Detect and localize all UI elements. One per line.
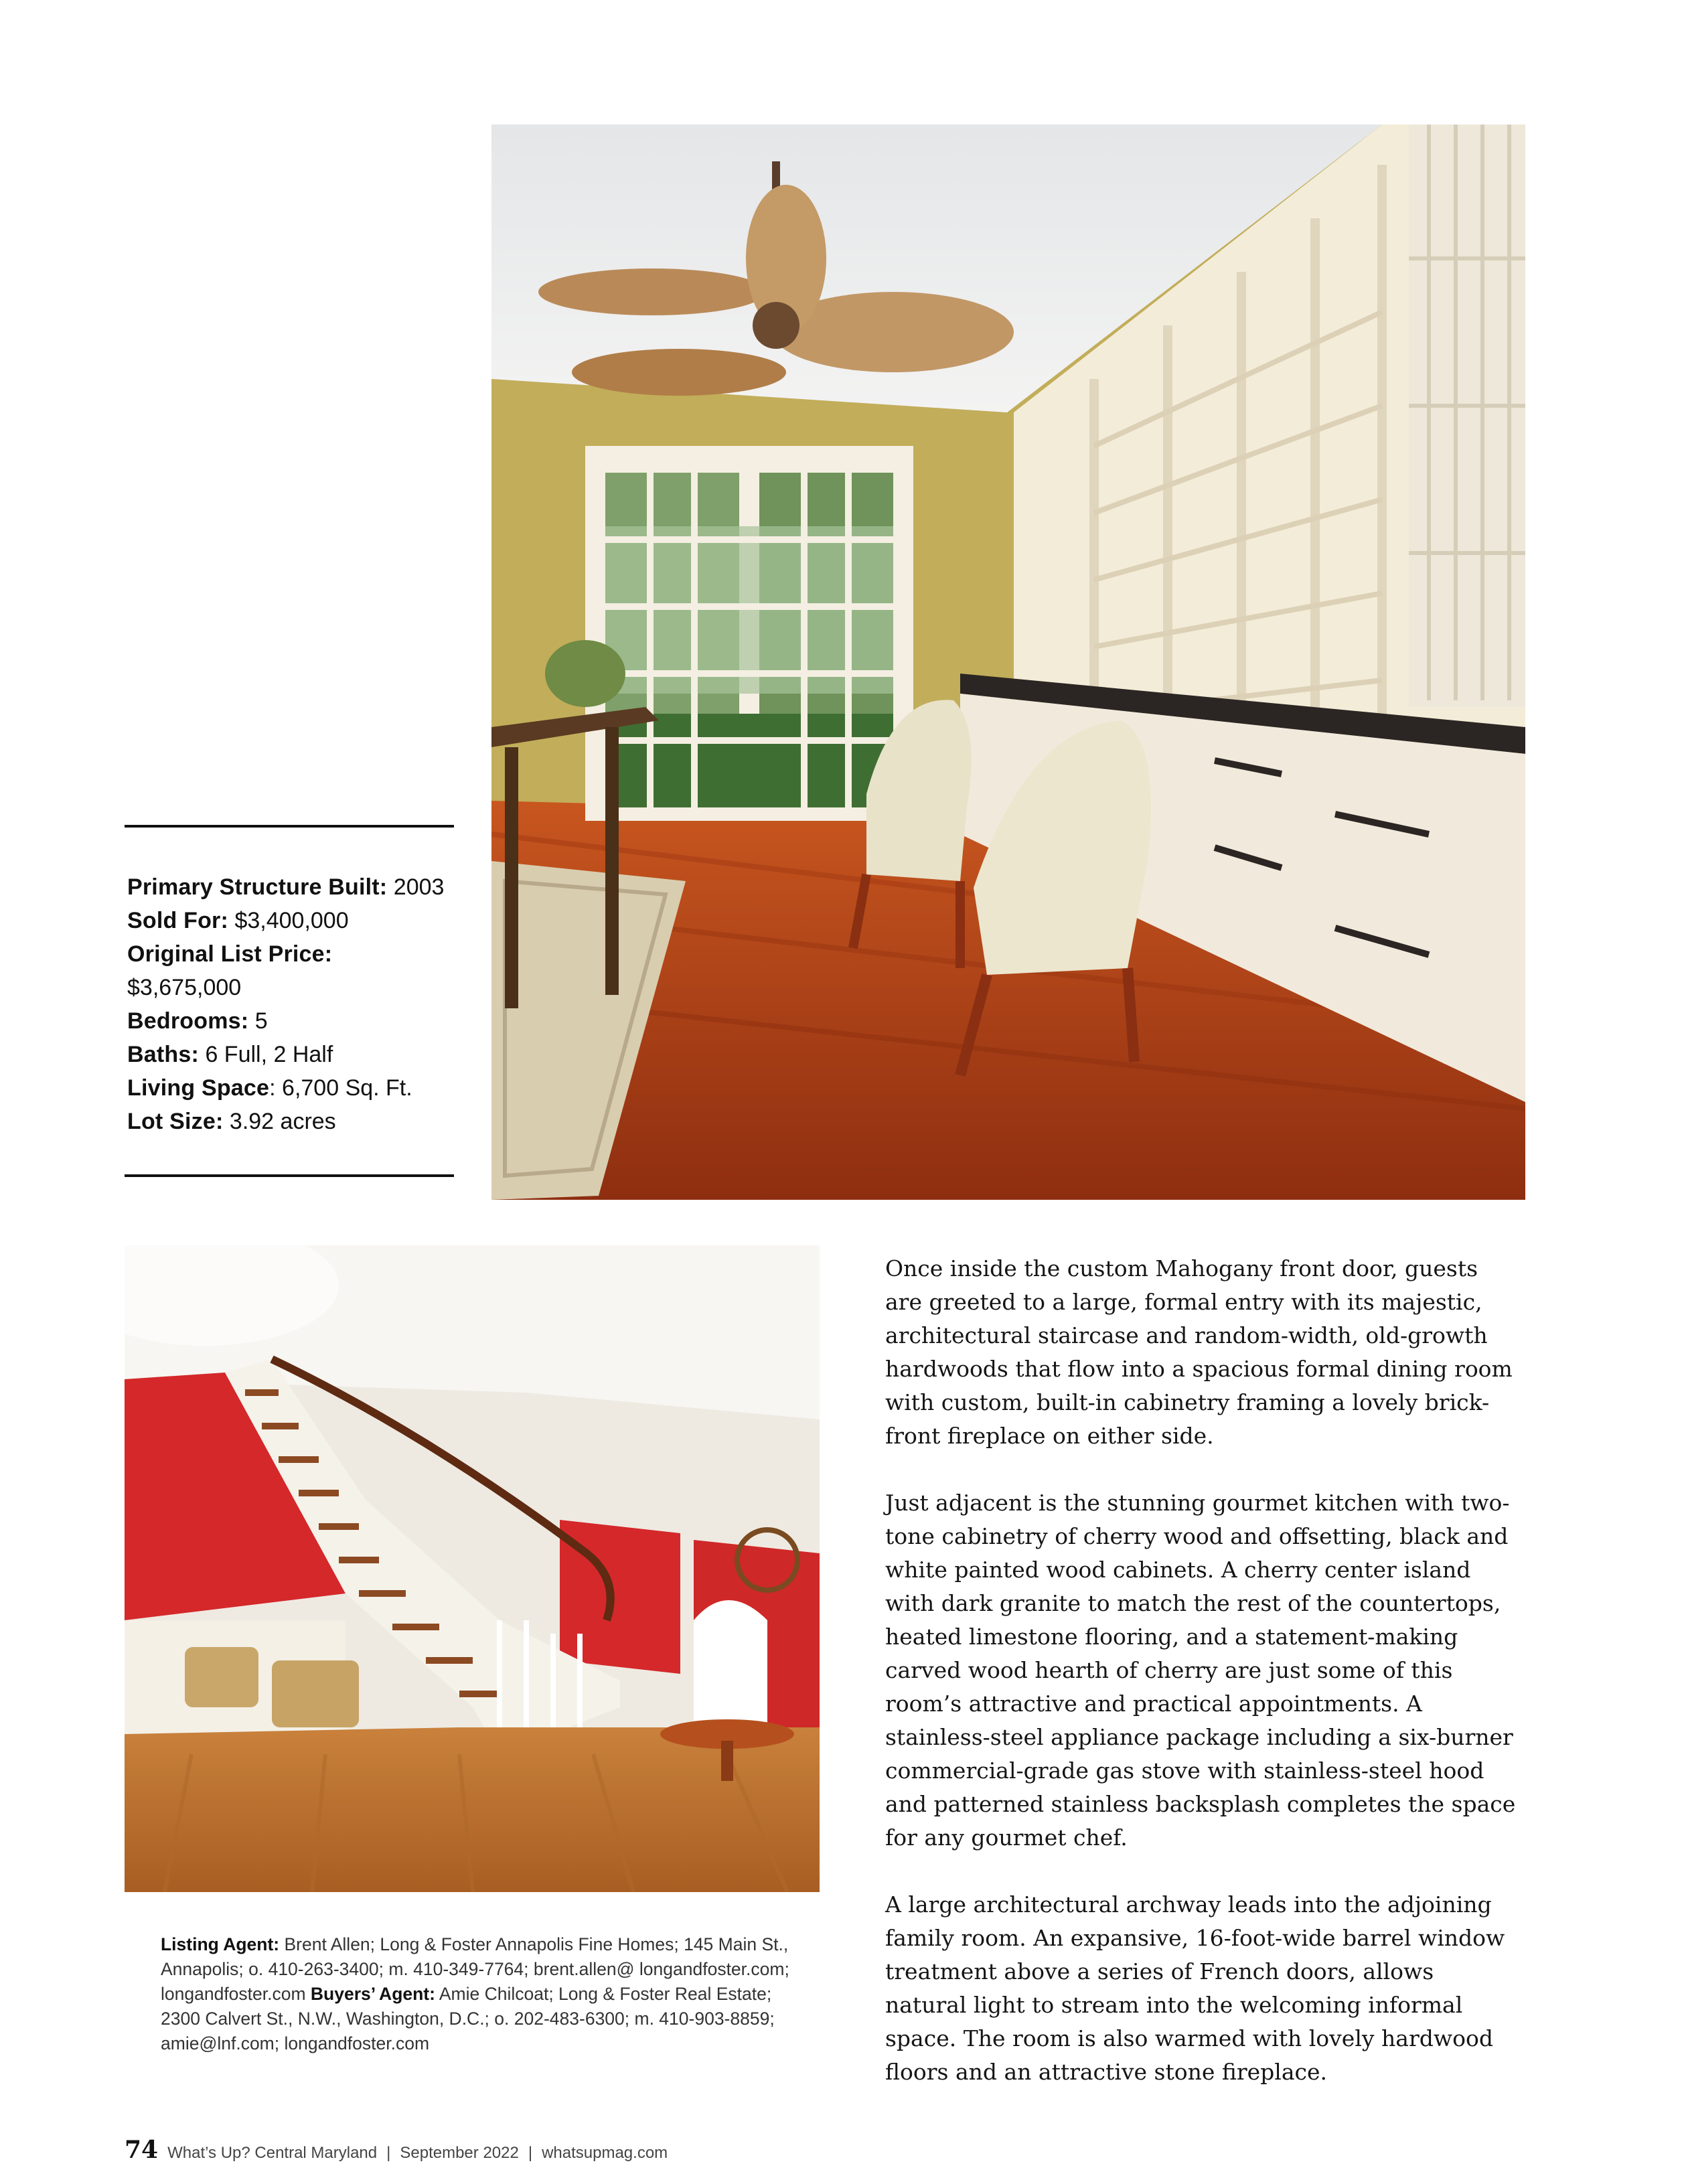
fact-baths: Baths: 6 Full, 2 Half <box>127 1042 333 1067</box>
article-paragraph: Once inside the custom Mahogany front door, guests are greeted to a large, formal entry with its majestic, architectural staircase and random-width, old-growth hardwoods that flow into a spacious formal dining room with custom, built-in cabinetry framing a lovely brick-front fireplace on either side. <box>885 1255 1513 1449</box>
facts-bottom-rule <box>125 1174 454 1177</box>
page-footer <box>125 2136 668 2169</box>
footer-separator: | <box>528 2144 533 2162</box>
listing-agent-label: Listing Agent: <box>161 1934 280 1954</box>
buyers-agent-text: Amie Chilcoat; Long & Foster Real Estate; 2300 Calvert St., N.W., Washington, D.C.; o. 202-483-6300; m. 410-903-8859; amie@lnf.com; longandfoster.com <box>161 1984 775 2053</box>
issue-date: September 2022 <box>400 2144 519 2162</box>
publication-name: What’s Up? Central Maryland <box>167 2144 378 2162</box>
facts-top-rule <box>125 825 454 828</box>
agents-info <box>161 1932 804 2056</box>
article-paragraph: A large architectural archway leads into the adjoining family room. An expansive, 16-foot-wide barrel window treatment above a series of French doors, allows natural light to stream into the welcoming informal space. The room is also warmed with lovely hardwood floors and an attractive stone fireplace. <box>885 1891 1505 2085</box>
staircase-foyer-photo <box>125 1245 820 1892</box>
page-number: 74 <box>125 2136 159 2164</box>
fact-built: Primary Structure Built: 2003 <box>127 874 445 900</box>
article-paragraph: Just adjacent is the stunning gourmet kitchen with two-tone cabinetry of cherry wood and offsetting, black and white painted wood cabinets. A cherry center island with dark granite to match the rest of the countertops, heated limestone flooring, and a statement-making carved wood hearth of cherry are just some of this room’s attractive and practical appointments. A stainless-steel appliance package including a six-burner commercial-grade gas stove with stainless-steel hood and patterned stainless backsplash completes the space for any gourmet chef. <box>885 1490 1516 1851</box>
library-room-photo <box>491 125 1525 1200</box>
article-body <box>885 1252 1521 2122</box>
property-facts <box>127 870 462 1138</box>
fact-living-space: Living Space: 6,700 Sq. Ft. <box>127 1075 412 1101</box>
fact-list-price-value: $3,675,000 <box>127 975 242 1000</box>
fact-bedrooms: Bedrooms: 5 <box>127 1008 268 1034</box>
buyers-agent-label: Buyers’ Agent: <box>310 1984 435 2004</box>
website-link[interactable]: whatsupmag.com <box>542 2144 668 2162</box>
listing-agent-text: Brent Allen; Long & Foster Annapolis Fine Homes; 145 Main St., Annapolis; o. 410-263-3400; m. 410-349-7764; brent.allen@ longandfoster.com; longandfoster.com <box>161 1934 789 2004</box>
fact-sold: Sold For: $3,400,000 <box>127 908 349 933</box>
fact-lot-size: Lot Size: 3.92 acres <box>127 1109 336 1134</box>
fact-list-price-label: Original List Price: <box>127 941 333 967</box>
footer-separator: | <box>386 2144 391 2162</box>
